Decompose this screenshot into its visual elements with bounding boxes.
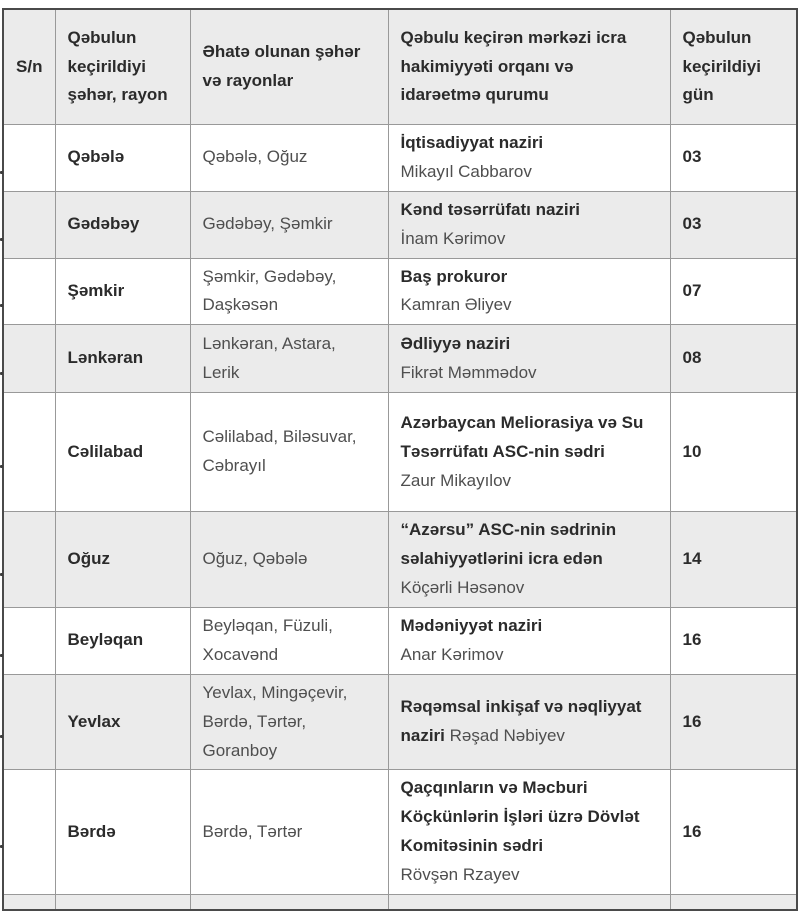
city-cell: Lənkəran (55, 325, 190, 393)
official-name: Kamran Əliyev (400, 295, 512, 315)
authority-cell (388, 325, 670, 393)
city-cell: Cəlilabad (55, 393, 190, 512)
table-row (3, 325, 797, 393)
reception-schedule-table (2, 8, 798, 911)
official-title: Rəqəmsal inkişaf və nəqliyyat naziri (400, 697, 642, 746)
official-title: Baş prokuror (400, 266, 508, 286)
official-name: Fikrət Məmmədov (400, 362, 537, 382)
sn-cell (3, 512, 55, 608)
city-cell: Oğuz (55, 512, 190, 608)
row-number-cutoff-dot (0, 735, 3, 738)
day-cell: 14 (670, 512, 797, 608)
table-row (3, 191, 797, 258)
covered-cell: Bərdə, Tərtər (190, 770, 388, 895)
city-cell: Gədəbəy (55, 191, 190, 258)
authority-cell (388, 258, 670, 325)
table-row (3, 125, 797, 192)
covered-cell: Gədəbəy, Şəmkir (190, 191, 388, 258)
sn-cell (3, 191, 55, 258)
official-name: Köçərli Həsənov (400, 578, 525, 598)
table-row (3, 512, 797, 608)
table-row (3, 393, 797, 512)
day-cell: 03 (670, 191, 797, 258)
authority-cell (388, 512, 670, 608)
sn-cell (3, 258, 55, 325)
day-cell: 03 (670, 125, 797, 192)
row-number-cutoff-dot (0, 845, 3, 848)
sn-cell (3, 770, 55, 895)
authority-cell (388, 191, 670, 258)
official-name: Rəşad Nəbiyev (449, 726, 565, 746)
table-row (3, 674, 797, 770)
official-name: Rövşən Rzayev (400, 865, 520, 885)
sn-cell (3, 325, 55, 393)
header-cell-authority: Qəbulu keçirən mərkəzi icra hakimiyyəti orqanı və idarəetmə qurumu (388, 9, 670, 125)
day-cell: 07 (670, 258, 797, 325)
official-title: Mədəniyyət naziri (400, 616, 543, 636)
header-row (3, 9, 797, 125)
page (0, 8, 800, 885)
authority-cell (388, 125, 670, 192)
city-cell: Yevlax (55, 674, 190, 770)
row-number-cutoff-dot (0, 465, 3, 468)
covered-cell: Beyləqan, Füzuli, Xocavənd (190, 608, 388, 675)
table-row (3, 770, 797, 895)
city-cell: Bərdə (55, 770, 190, 895)
header-cell-city: Qəbulun keçirildiyi şəhər, rayon (55, 9, 190, 125)
row-number-cutoff-dot (0, 372, 3, 375)
official-title: İqtisadiyyat naziri (400, 133, 544, 152)
authority-cell (388, 393, 670, 512)
row-number-cutoff-dot (0, 238, 3, 241)
city-cell: Beyləqan (55, 608, 190, 675)
official-name: Zaur Mikayılov (400, 470, 512, 490)
official-title: Ədliyyə naziri (400, 333, 511, 353)
covered-cell: Oğuz, Qəbələ (190, 512, 388, 608)
official-title: Kənd təsərrüfatı naziri (400, 199, 580, 219)
authority-cell (388, 674, 670, 770)
row-number-cutoff-dot (0, 171, 3, 174)
official-title: Azərbaycan Meliorasiya və Su Təsərrüfatı ASC-nin sədri (400, 413, 644, 461)
covered-cell: Yevlax, Mingəçevir, Bərdə, Tərtər, Goranboy (190, 674, 388, 770)
day-cell: 16 (670, 674, 797, 770)
covered-cell: Lənkəran, Astara, Lerik (190, 325, 388, 393)
table-row (3, 258, 797, 325)
sn-cell (3, 674, 55, 770)
official-name: İnam Kərimov (400, 228, 506, 248)
authority-cell (388, 770, 670, 895)
official-title: Qaçqınların və Məcburi Köçkünlərin İşləri üzrə Dövlət Komitəsinin sədri (400, 778, 640, 856)
table-row (3, 608, 797, 675)
authority-cell (388, 608, 670, 675)
covered-cell: Şəmkir, Gədəbəy, Daşkəsən (190, 258, 388, 325)
sn-cell (3, 608, 55, 675)
official-title: “Azərsu” ASC-nin sədrinin səlahiyyətlərini icra edən (400, 520, 617, 569)
day-cell: 16 (670, 770, 797, 895)
row-number-cutoff-dot (0, 573, 3, 576)
official-name: Anar Kərimov (400, 644, 504, 664)
official-name: Mikayıl Cabbarov (400, 161, 532, 181)
header-cell-covered: Əhatə olunan şəhər və rayonlar (190, 9, 388, 125)
day-cell: 16 (670, 608, 797, 675)
header-cell-sn: S/n (3, 9, 55, 125)
city-cell: Qəbələ (55, 125, 190, 192)
sn-cell (3, 393, 55, 512)
city-cell: Şəmkir (55, 258, 190, 325)
day-cell: 08 (670, 325, 797, 393)
covered-cell: Qəbələ, Oğuz (190, 125, 388, 192)
row-number-cutoff-dot (0, 304, 3, 307)
row-number-cutoff-dot (0, 654, 3, 657)
day-cell: 10 (670, 393, 797, 512)
partial-next-row (3, 895, 797, 911)
covered-cell: Cəlilabad, Biləsuvar, Cəbrayıl (190, 393, 388, 512)
header-cell-day: Qəbulun keçirildiyi gün (670, 9, 797, 125)
sn-cell (3, 125, 55, 192)
